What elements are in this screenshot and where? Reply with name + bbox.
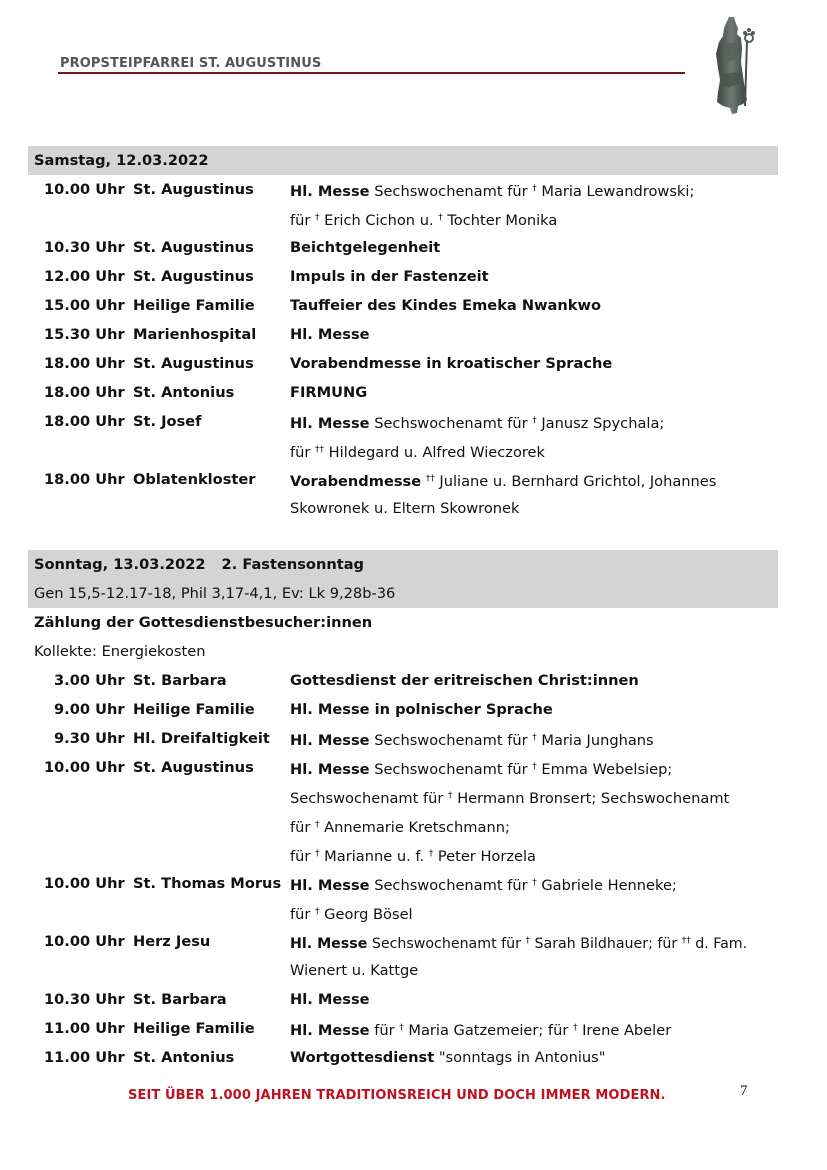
cross-icon: †: [532, 878, 537, 888]
service-entry-continuation: [28, 782, 778, 811]
service-time: 18.00 Uhr: [44, 471, 125, 488]
service-place: St. Augustinus: [133, 759, 254, 776]
service-place: St. Antonius: [133, 384, 235, 401]
service-entry: [28, 985, 778, 1014]
service-entry-continuation: [28, 494, 778, 523]
service-entry-continuation: [28, 956, 778, 985]
service-time: 18.00 Uhr: [44, 384, 125, 401]
service-description: Hl. Messe Sechswochenamt für † Emma Webelsiep;: [290, 761, 673, 778]
augustinus-statue-icon: [703, 14, 761, 116]
service-time: 15.30 Uhr: [44, 326, 125, 343]
double-cross-icon: ††: [315, 445, 325, 455]
cross-icon: †: [315, 820, 320, 830]
service-description: FIRMUNG: [290, 384, 368, 401]
service-time: 3.00 Uhr: [54, 672, 125, 689]
day-header-saturday: [28, 146, 778, 175]
cross-icon: †: [448, 791, 453, 801]
service-entry-continuation: [28, 436, 778, 465]
header-divider: [58, 72, 685, 74]
service-description: Vorabendmesse †† Juliane u. Bernhard Grichtol, Johannes: [290, 473, 717, 490]
service-place: St. Antonius: [133, 1049, 235, 1066]
service-entry: [28, 1043, 778, 1072]
parish-title: PROPSTEIPFARREI ST. AUGUSTINUS: [60, 56, 322, 71]
collection-notice: Kollekte: Energiekosten: [34, 643, 206, 660]
service-entry-continuation: [28, 811, 778, 840]
day-heading: Sonntag, 13.03.2022 2. Fastensonntag: [34, 556, 364, 573]
service-time: 10.30 Uhr: [44, 991, 125, 1008]
cross-icon: †: [525, 936, 530, 946]
service-time: 9.30 Uhr: [54, 730, 125, 747]
service-time: 10.00 Uhr: [44, 181, 125, 198]
service-description: für † Marianne u. f. † Peter Horzela: [290, 848, 536, 865]
service-entry: [28, 291, 778, 320]
service-entry: [28, 233, 778, 262]
service-description: Tauffeier des Kindes Emeka Nwankwo: [290, 297, 601, 314]
service-time: 18.00 Uhr: [44, 413, 125, 430]
service-entry-continuation: [28, 204, 778, 233]
service-description: Hl. Messe Sechswochenamt für † Maria Junghans: [290, 732, 654, 749]
cross-icon: †: [438, 213, 443, 223]
service-entry: [28, 869, 778, 898]
cross-icon: †: [315, 907, 320, 917]
service-place: Heilige Familie: [133, 1020, 255, 1037]
service-place: Heilige Familie: [133, 297, 255, 314]
service-place: St. Josef: [133, 413, 202, 430]
service-description: Hl. Messe für † Maria Gatzemeier; für † Irene Abeler: [290, 1022, 672, 1039]
service-place: St. Barbara: [133, 991, 227, 1008]
service-description: Impuls in der Fastenzeit: [290, 268, 489, 285]
cross-icon: †: [532, 184, 537, 194]
attendance-notice: Zählung der Gottesdienstbesucher:innen: [34, 614, 373, 631]
service-place: St. Barbara: [133, 672, 227, 689]
service-entry: [28, 724, 778, 753]
service-entry: [28, 1014, 778, 1043]
double-cross-icon: ††: [681, 936, 691, 946]
cross-icon: †: [532, 416, 537, 426]
service-description: Hl. Messe in polnischer Sprache: [290, 701, 553, 718]
service-entry: [28, 349, 778, 378]
notice-line: [28, 608, 778, 637]
service-entry: [28, 262, 778, 291]
service-entry: [28, 407, 778, 436]
service-time: 10.00 Uhr: [44, 875, 125, 892]
service-entry: [28, 753, 778, 782]
service-place: Herz Jesu: [133, 933, 211, 950]
service-description: Hl. Messe Sechswochenamt für † Gabriele Henneke;: [290, 877, 677, 894]
service-time: 11.00 Uhr: [44, 1049, 125, 1066]
service-place: St. Augustinus: [133, 268, 254, 285]
day-header-sunday: [28, 550, 778, 608]
service-description: für † Erich Cichon u. † Tochter Monika: [290, 212, 558, 229]
service-description: Hl. Messe Sechswochenamt für † Sarah Bildhauer; für †† d. Fam.: [290, 936, 748, 952]
service-entry: [28, 320, 778, 349]
cross-icon: †: [315, 213, 320, 223]
page-number: 7: [740, 1083, 748, 1099]
cross-icon: †: [532, 733, 537, 743]
cross-icon: †: [532, 762, 537, 772]
service-time: 15.00 Uhr: [44, 297, 125, 314]
day-heading: Samstag, 12.03.2022: [34, 152, 209, 169]
service-description: Hl. Messe: [290, 326, 370, 343]
service-entry: [28, 175, 778, 204]
service-place: Heilige Familie: [133, 701, 255, 718]
footer-slogan: SEIT ÜBER 1.000 JAHREN TRADITIONSREICH UND DOCH IMMER MODERN.: [128, 1088, 666, 1103]
service-time: 11.00 Uhr: [44, 1020, 125, 1037]
service-place: Hl. Dreifaltigkeit: [133, 730, 270, 747]
cross-icon: †: [572, 1023, 578, 1033]
service-description: Hl. Messe Sechswochenamt für † Janusz Spychala;: [290, 415, 665, 432]
service-place: St. Augustinus: [133, 355, 254, 372]
scripture-readings: Gen 15,5-12.17-18, Phil 3,17-4,1, Ev: Lk 9,28b-36: [34, 585, 396, 602]
collection-line: [28, 637, 778, 666]
service-entry-continuation: [28, 898, 778, 927]
service-time: 10.30 Uhr: [44, 239, 125, 256]
service-entry: [28, 465, 778, 494]
service-entry: [28, 695, 778, 724]
cross-icon: †: [428, 849, 434, 859]
service-description: Beichtgelegenheit: [290, 239, 441, 256]
cross-icon: †: [315, 849, 320, 859]
service-description: Hl. Messe Sechswochenamt für † Maria Lewandrowski;: [290, 183, 695, 200]
service-description: Gottesdienst der eritreischen Christ:innen: [290, 672, 639, 689]
service-place: St. Augustinus: [133, 239, 254, 256]
liturgical-occasion: 2. Fastensonntag: [221, 556, 364, 573]
service-time: 12.00 Uhr: [44, 268, 125, 285]
service-time: 9.00 Uhr: [54, 701, 125, 718]
service-description: Skowronek u. Eltern Skowronek: [290, 500, 520, 517]
service-time: 10.00 Uhr: [44, 933, 125, 950]
service-entry: [28, 666, 778, 695]
service-description: Wortgottesdienst "sonntags in Antonius": [290, 1049, 606, 1066]
cross-icon: †: [399, 1023, 404, 1033]
service-description: für †† Hildegard u. Alfred Wieczorek: [290, 444, 545, 461]
service-entry: [28, 378, 778, 407]
service-description: für † Georg Bösel: [290, 906, 413, 923]
service-entry-continuation: [28, 840, 778, 869]
double-cross-icon: ††: [425, 474, 435, 484]
service-description: Vorabendmesse in kroatischer Sprache: [290, 355, 613, 372]
service-time: 18.00 Uhr: [44, 355, 125, 372]
service-description: Wienert u. Kattge: [290, 962, 419, 979]
service-description: Hl. Messe: [290, 991, 370, 1008]
service-time: 10.00 Uhr: [44, 759, 125, 776]
service-place: St. Thomas Morus: [133, 875, 282, 892]
service-place: Marienhospital: [133, 326, 257, 343]
service-place: Oblatenkloster: [133, 471, 256, 488]
service-description: für † Annemarie Kretschmann;: [290, 819, 510, 836]
service-description: Sechswochenamt für † Hermann Bronsert; Sechswochenamt: [290, 790, 730, 807]
service-entry: [28, 927, 778, 956]
service-place: St. Augustinus: [133, 181, 254, 198]
